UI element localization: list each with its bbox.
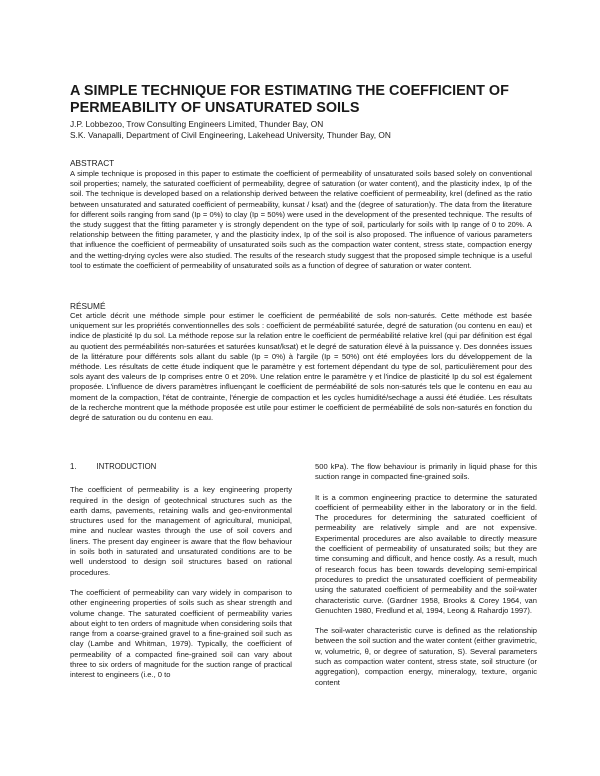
author-line: S.K. Vanapalli, Department of Civil Engineering, Lakehead University, Thunder Bay, ON (70, 129, 391, 140)
abstract-heading: ABSTRACT (70, 158, 115, 168)
author-list (70, 119, 391, 140)
abstract-sentence: The data from the literature for different soils ranging from sand (Ip = 0%) to clay (Ip = 50%) were used in the development of the presented technique. The results of the study suggest that the fitting parameter γ is strongly dependent on the type of soil, particularly for soils with Ip range of 0 to 20%. A relationship between the fitting parameter, γ and the plasticity index, Ip of the soil is also proposed. The influence of various parameters that influence the coefficient of permeability of unsaturated soils such as the compaction water content, stress state, compaction energy and the wetting-drying cycles were also studied. The results of the research study suggest that the proposed simple technique is a useful tool to estimate the coefficient of permeability of unsaturated soils as a function of degree of saturation or water content. (70, 199, 533, 270)
body-paragraph: The soil-water characteristic curve is defined as the relationship between the soil suction and the water content (either gravimetric, w, volumetric, θ, or degree of saturation, S). Several parameters such as compaction water content, stress state, soil structure (or aggregation), compaction energy, mineralogy, texture, organic content (315, 626, 537, 687)
author-line: J.P. Lobbezoo, Trow Consulting Engineers Limited, Thunder Bay, ON (70, 119, 324, 129)
left-column (70, 462, 292, 691)
resume-heading: RÉSUMÉ (70, 301, 106, 311)
resume-sentence: Des données issues de la littérature pour différents sols allant du sable (Ip = 0%) à l'argile (Ip = 50%) ont été employées lors du développement de la méthode. Les résultats de cette étude indiquent que le paramètre γ est fortement dépendant du type de sol, particulièrement pour des sols ayant des valeurs de Ip comprises entre 0 et 20%. Une relation entre le paramètre γ et l'indice de plasticité Ip du sol est également proposée. L'influence de divers paramètres influençant le coefficient de perméabilité de sols non-saturés tels que le contenu en eau au moment de la compaction, l'état de contrainte, l'énergie de compaction et les cycles humidité/sechage a aussi été étudiée. Les résultats de la recherche montrent que la méthode proposée est utile pour estimer le coefficient de perméabilité de sols non-saturés en fonction du degré de saturation ou du contenu en eau. (70, 341, 532, 423)
paper-title: A SIMPLE TECHNIQUE FOR ESTIMATING THE COEFFICIENT OF PERMEABILITY OF UNSATURATED SOILS (70, 83, 509, 116)
resume-sentence: Cet article décrit une méthode simple pour estimer le coefficient de perméabilité de sols non-saturés. Cette méthode est basée uniquement sur les propriétés conventionnelles des sols : coefficient de perméabilité saturée, degré de saturation (ou contenu en eau) et indice de plasticité Ip du sol. La méthode repose sur la relation entre le coefficient de perméabilité relative krel (qui par définition est égal au quotient des perméabilités non-saturées et saturées kunsat/ksat) et le degré de saturation élevé à la puissance γ. (70, 311, 532, 351)
abstract-sentence: A simple technique is proposed in this paper to estimate the coefficient of permeability of unsaturated soils based solely on conventional soil properties; namely, the saturated coefficient of permeability, degree of saturation (or water content), and the plasticity index, Ip of the soil. The technique is developed based on a relationship derived between the relative coefficient of permeability, krel (defined as the ratio between unsaturated and saturated coefficient of permeability, kunsat / ksat) and the (degree of saturation)γ. (70, 169, 532, 209)
body-paragraph: 500 kPa). The flow behaviour is primarily in liquid phase for this suction range in compacted fine-grained soils. (315, 462, 537, 482)
section-heading (70, 462, 292, 472)
resume-text (70, 311, 532, 423)
right-column (315, 462, 537, 698)
body-paragraph: The coefficient of permeability can vary widely in comparison to other engineering properties of soils such as shear strength and volume change. The saturated coefficient of permeability varies about eight to ten orders of magnitude when considering soils that range from a coarse-grained gravel to a fine-grained soil such as clay (Lambe and Whitman, 1979). Typically, the coefficient of permeability of a compacted fine-grained soil can vary about three to six orders of magnitude for the suction range of practical interest to engineers (i.e., 0 to (70, 587, 292, 680)
body-paragraph: The coefficient of permeability is a key engineering property required in the design of geotechnical structures such as the earth dams, pavements, retaining walls and geo-environmental structures used for the management of agricultural, municipal, mine and nuclear wastes through the use of soil covers and liners. The present day engineer is aware that the flow behaviour in soils both in saturated and unsaturated conditions are to be well understood to design soil structures based on rational procedures. (70, 485, 292, 577)
abstract-text (70, 169, 532, 271)
body-paragraph: It is a common engineering practice to determine the saturated coefficient of permeability either in the laboratory or in the field. The procedures for determining the saturated coefficient of permeability are relatively simple and are not expensive. Experimental procedures are also available to directly measure the coefficient of permeability of unsaturated soils; but they are time consuming and difficult, and hence costly. As a result, much of research focus has been towards developing semi-empirical procedures to predict the unsaturated coefficient of permeability using the saturated coefficient of permeability and the soil-water characteristic curve. (Gardner 1958, Brooks & Corey 1964, van Genuchten 1980, Fredlund et al, 1994, Leong & Rahardjo 1997). (315, 492, 537, 615)
section-title: INTRODUCTION (96, 462, 157, 471)
section-number: 1. (70, 462, 77, 471)
